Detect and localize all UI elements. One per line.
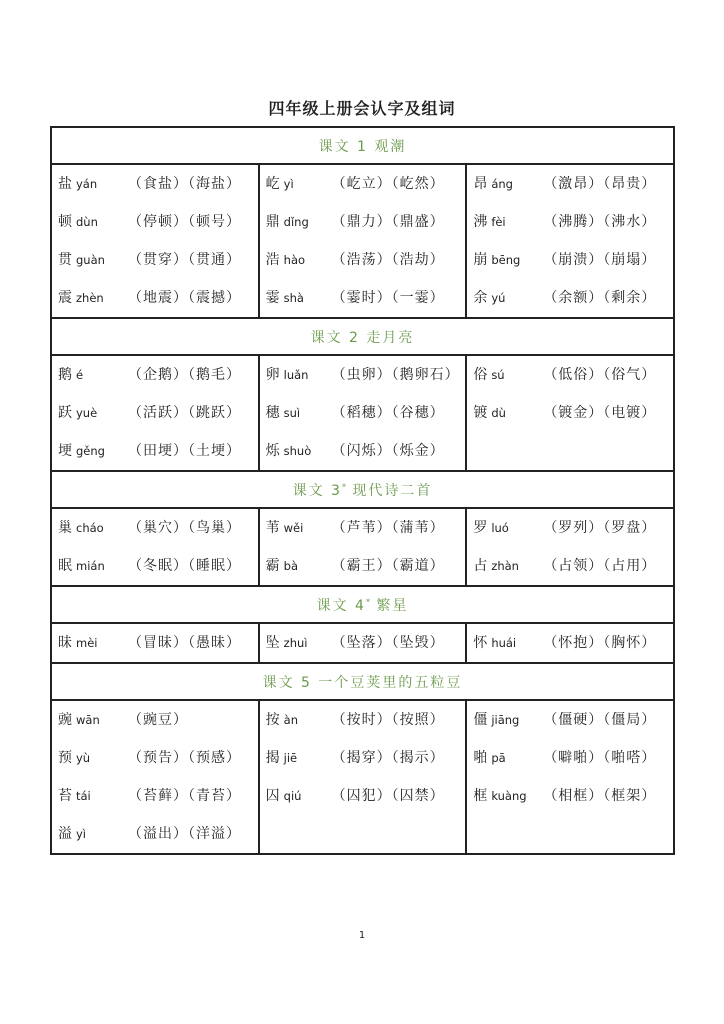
pinyin: yán [76, 177, 98, 191]
vocab-entry [52, 701, 258, 739]
pinyin: fèi [491, 215, 506, 229]
pinyin: yuè [76, 406, 98, 420]
character: 溢 [58, 826, 72, 842]
lesson-label: 课文 5 一个豆荚里的五粒豆 [262, 674, 463, 691]
section-title [51, 663, 674, 700]
vocab-entry [260, 624, 466, 662]
pinyin: áng [491, 177, 513, 191]
page-title: 四年级上册会认字及组词 [268, 99, 456, 118]
character: 啪 [473, 750, 488, 766]
character: 豌 [58, 712, 72, 728]
vocab-entry [260, 701, 466, 739]
pinyin: shuò [283, 444, 312, 458]
word-column [466, 164, 674, 318]
character: 巢 [58, 520, 72, 536]
word-column [259, 700, 467, 854]
pinyin: wěi [283, 521, 304, 535]
word-column [259, 355, 467, 471]
pinyin: yì [283, 177, 294, 191]
pinyin: guàn [76, 253, 105, 267]
section-body-row [51, 164, 674, 318]
section-title [51, 586, 674, 623]
section-header-row [51, 663, 674, 700]
character: 顿 [58, 214, 72, 230]
section-header-row [51, 318, 674, 355]
vocab-entry [260, 241, 466, 279]
vocab-entry [52, 777, 258, 815]
word-examples: （余额）（剩余） [543, 290, 657, 306]
word-column [51, 623, 259, 663]
pinyin: dùn [76, 215, 98, 229]
vocab-entry [52, 356, 258, 394]
character: 卵 [265, 367, 280, 383]
word-examples: （浩荡）（浩劫） [331, 252, 445, 268]
pinyin: tái [76, 789, 91, 803]
lesson-name: 现代诗二首 [345, 482, 433, 499]
vocab-entry [52, 815, 258, 853]
word-examples: （僵硬）（僵局） [543, 712, 657, 728]
vocab-entry [467, 356, 673, 394]
pinyin: shà [283, 291, 304, 305]
word-column [51, 700, 259, 854]
word-examples: （虫卵）（鹅卵石） [331, 367, 460, 383]
character: 昧 [58, 635, 72, 651]
vocab-entry [52, 394, 258, 432]
word-column [259, 623, 467, 663]
word-examples: （罗列）（罗盘） [543, 520, 657, 536]
character: 霎 [265, 290, 280, 306]
character: 屹 [265, 176, 280, 192]
word-examples: （怀抱）（胸怀） [543, 635, 657, 651]
pinyin: gěng [76, 444, 105, 458]
pinyin: mèi [76, 636, 98, 650]
vocab-entry [467, 777, 673, 815]
section-body-row [51, 623, 674, 663]
vocab-entry [467, 624, 673, 662]
character: 俗 [473, 367, 488, 383]
pinyin: àn [283, 713, 298, 727]
section-title [51, 318, 674, 355]
vocab-entry [52, 279, 258, 317]
character: 按 [265, 712, 280, 728]
pinyin: dǐng [283, 215, 309, 229]
word-column [259, 508, 467, 586]
pinyin: huái [491, 636, 517, 650]
vocab-entry [260, 509, 466, 547]
word-examples: （坠落）（坠毁） [331, 635, 445, 651]
character: 罗 [473, 520, 488, 536]
lesson-label: 课文 1 观潮 [318, 138, 407, 155]
word-examples: （冬眠）（睡眠） [128, 558, 241, 574]
character: 坠 [265, 635, 280, 651]
pinyin: suì [283, 406, 301, 420]
vocab-entry [260, 394, 466, 432]
word-examples: （沸腾）（沸水） [543, 214, 657, 230]
pinyin: mián [76, 559, 105, 573]
character: 盐 [58, 176, 72, 192]
section-header-row [51, 586, 674, 623]
word-examples: （冒昧）（愚昧） [128, 635, 241, 651]
word-examples: （芦苇）（蒲苇） [331, 520, 445, 536]
pinyin: cháo [76, 521, 104, 535]
word-examples: （崩溃）（崩塌） [543, 252, 657, 268]
optional-mark: * [365, 596, 370, 606]
pinyin: pā [491, 751, 506, 765]
vocab-entry [52, 203, 258, 241]
page-number: 1 [358, 930, 366, 941]
word-column [466, 508, 674, 586]
character: 霸 [265, 558, 280, 574]
vocab-entry [260, 203, 466, 241]
character: 沸 [473, 214, 488, 230]
word-examples: （停顿）（顿号） [128, 214, 241, 230]
word-examples: （巢穴）（鸟巢） [128, 520, 241, 536]
section-body-row [51, 355, 674, 471]
pinyin: bēng [491, 253, 521, 267]
vocab-entry [467, 394, 673, 432]
vocab-entry [467, 279, 673, 317]
word-examples: （溢出）（洋溢） [128, 826, 241, 842]
word-column [466, 700, 674, 854]
pinyin: yù [76, 751, 91, 765]
character: 框 [473, 788, 488, 804]
vocab-entry [467, 509, 673, 547]
character: 埂 [58, 443, 72, 459]
pinyin: jiāng [491, 713, 520, 727]
lesson-label: 课文 4 [316, 597, 366, 614]
vocab-entry [52, 432, 258, 470]
character: 揭 [265, 750, 280, 766]
pinyin: bà [283, 559, 299, 573]
vocab-entry [52, 624, 258, 662]
vocab-entry [260, 432, 466, 470]
character: 余 [473, 290, 488, 306]
word-examples: （食盐）（海盐） [128, 176, 241, 192]
lesson-label: 课文 3 [292, 482, 342, 499]
vocabulary-table [50, 126, 675, 855]
word-examples: （相框）（框架） [543, 788, 657, 804]
pinyin: dù [491, 406, 506, 420]
vocab-entry [52, 547, 258, 585]
word-examples: （苔藓）（青苔） [128, 788, 241, 804]
pinyin: kuàng [491, 789, 527, 803]
vocab-entry [52, 241, 258, 279]
character: 烁 [265, 443, 280, 459]
word-column [51, 508, 259, 586]
vocab-entry [467, 547, 673, 585]
vocab-entry [52, 509, 258, 547]
vocab-entry [260, 356, 466, 394]
character: 苔 [58, 788, 72, 804]
word-examples: （屹立）（屹然） [331, 176, 445, 192]
character: 穗 [265, 405, 280, 421]
word-examples: （稻穗）（谷穗） [331, 405, 445, 421]
pinyin: jiē [283, 751, 298, 765]
section-title [51, 127, 674, 164]
vocab-entry [260, 777, 466, 815]
word-examples: （贯穿）（贯通） [128, 252, 241, 268]
character: 贯 [58, 252, 72, 268]
character: 镀 [473, 405, 488, 421]
lesson-name: 繁星 [369, 597, 409, 614]
word-column [466, 355, 674, 471]
character: 占 [473, 558, 488, 574]
word-examples: （囚犯）（囚禁） [331, 788, 445, 804]
vocab-entry [260, 547, 466, 585]
section-body-row [51, 508, 674, 586]
vocab-entry [52, 739, 258, 777]
character: 苇 [265, 520, 280, 536]
word-examples: （揭穿）（揭示） [331, 750, 445, 766]
optional-mark: * [341, 481, 346, 491]
word-examples: （活跃）（跳跃） [128, 405, 241, 421]
character: 僵 [473, 712, 488, 728]
word-examples: （霸王）（霸道） [331, 558, 445, 574]
word-column [259, 164, 467, 318]
pinyin: yú [491, 291, 506, 305]
word-examples: （预告）（预感） [128, 750, 241, 766]
word-examples: （豌豆） [128, 712, 188, 728]
character: 眠 [58, 558, 72, 574]
character: 怀 [473, 635, 488, 651]
word-examples: （地震）（震撼） [128, 290, 241, 306]
pinyin: wān [76, 713, 100, 727]
vocab-entry [260, 279, 466, 317]
word-examples: （噼啪）（啪嗒） [543, 750, 657, 766]
word-examples: （企鹅）（鹅毛） [128, 367, 241, 383]
word-examples: （占领）（占用） [543, 558, 657, 574]
character: 跃 [58, 405, 72, 421]
word-examples: （镀金）（电镀） [543, 405, 657, 421]
word-column [51, 355, 259, 471]
word-examples: （低俗）（俗气） [543, 367, 657, 383]
word-examples: （田埂）（土埂） [128, 443, 241, 459]
character: 昂 [473, 176, 488, 192]
word-examples: （按时）（按照） [331, 712, 445, 728]
word-examples: （闪烁）（烁金） [331, 443, 445, 459]
pinyin: hào [283, 253, 306, 267]
vocab-entry [467, 203, 673, 241]
word-examples: （鼎力）（鼎盛） [331, 214, 445, 230]
character: 崩 [473, 252, 488, 268]
word-column [466, 623, 674, 663]
pinyin: luó [491, 521, 509, 535]
word-column [51, 164, 259, 318]
lesson-label: 课文 2 走月亮 [310, 329, 415, 346]
vocab-entry [260, 165, 466, 203]
section-header-row [51, 471, 674, 508]
pinyin: yì [76, 827, 87, 841]
pinyin: luǎn [283, 368, 309, 382]
vocab-entry [467, 739, 673, 777]
section-header-row [51, 127, 674, 164]
pinyin: é [76, 368, 84, 382]
vocab-entry [260, 739, 466, 777]
vocab-entry [467, 165, 673, 203]
vocab-entry [52, 165, 258, 203]
character: 囚 [265, 788, 280, 804]
pinyin: sú [491, 368, 505, 382]
pinyin: zhàn [491, 559, 519, 573]
character: 鹅 [58, 367, 72, 383]
section-title [51, 471, 674, 508]
pinyin: zhèn [76, 291, 104, 305]
character: 鼎 [265, 214, 280, 230]
vocab-entry [467, 241, 673, 279]
section-body-row [51, 700, 674, 854]
pinyin: zhuì [283, 636, 308, 650]
word-examples: （激昂）（昂贵） [543, 176, 657, 192]
character: 震 [58, 290, 72, 306]
character: 预 [58, 750, 72, 766]
vocab-entry [467, 701, 673, 739]
word-examples: （霎时）（一霎） [331, 290, 445, 306]
pinyin: qiú [283, 789, 302, 803]
character: 浩 [265, 252, 280, 268]
